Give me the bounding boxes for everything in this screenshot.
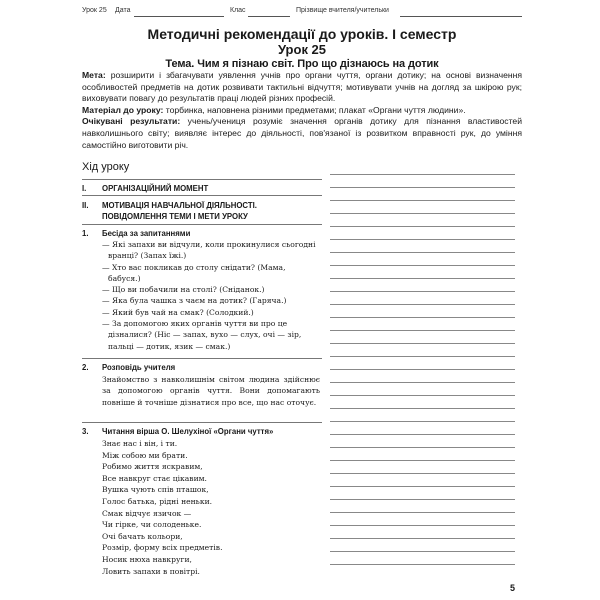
section-divider	[82, 422, 322, 423]
poem-line: Між собою ми брати.	[102, 450, 188, 460]
note-line	[330, 174, 515, 175]
section-1-num: I.	[82, 184, 87, 193]
section-divider	[82, 358, 322, 359]
lesson-meta	[82, 70, 522, 151]
note-line	[330, 395, 515, 396]
subsection-3-num: 3.	[82, 427, 89, 436]
note-line	[330, 252, 515, 253]
note-line	[330, 460, 515, 461]
dialogue-line: — Які запахи ви відчули, коли прокинулися сьогодні вранці? (Запах їжі.)	[102, 240, 316, 261]
material-text: торбинка, наповнена різними предметами; плакат «Органи чуття людини».	[165, 104, 466, 115]
note-line	[330, 421, 515, 422]
note-line	[330, 512, 515, 513]
note-line	[330, 486, 515, 487]
teacher-story: Знайомство з навколишнім світом людина здійснює за допомогою органів чуття. Вони допомагають повніше й точніше дізнатися про все, що нас оточує.	[102, 375, 320, 407]
poem	[102, 438, 222, 577]
poem-line: Знає нас і він, і ти.	[102, 439, 178, 448]
lesson-number: Урок 25	[277, 42, 327, 57]
note-line	[330, 278, 515, 279]
poem-line: Розмір, форму всіх предметів.	[102, 543, 223, 553]
dialogue	[102, 239, 317, 352]
section-2-subtitle: ПОВІДОМЛЕННЯ ТЕМИ І МЕТИ УРОКУ	[102, 212, 248, 221]
subsection-1-num: 1.	[82, 229, 89, 238]
note-line	[330, 213, 515, 214]
note-line	[330, 447, 515, 448]
section-2-num: II.	[82, 201, 89, 210]
class-line	[248, 16, 290, 17]
subsection-3-title: Читання вірша О. Шелухіної «Органи чуття»	[102, 427, 274, 436]
goal-label: Мета:	[82, 70, 106, 80]
dialogue-line: — Який був чай на смак? (Солодкий.)	[102, 307, 254, 317]
lesson-theme: Тема. Чим я пізнаю світ. Про що дізнаюсь на дотик	[165, 58, 439, 70]
page-header	[82, 4, 522, 18]
note-line	[330, 525, 515, 526]
note-line	[330, 473, 515, 474]
dialogue-line: — Хто вас покликав до столу снідати? (Мама, бабуся.)	[102, 262, 286, 283]
goal-text: розширити і збагачувати уявлення учнів про органи чуття, органи дотику; на основі визначення особливостей предметів на дотик розвивати тактильні відчуття; мотивувати учнів на догляд за шкірою рук; виховувати повагу до результатів праці людей різних професій.	[82, 70, 522, 104]
subsection-1-title: Бесіда за запитаннями	[102, 229, 191, 238]
dialogue-line: — Яка була чашка з чаєм на дотик? (Гаряча.)	[102, 296, 287, 306]
note-line	[330, 200, 515, 201]
page-number: 5	[510, 583, 516, 593]
subsection-2-title: Розповідь учителя	[102, 363, 176, 372]
note-line	[330, 382, 515, 383]
course-heading: Хід уроку	[82, 161, 130, 173]
note-line	[330, 291, 515, 292]
poem-line: Очі бачать кольори,	[102, 531, 183, 541]
poem-line: Носик нюха навкруги,	[102, 554, 192, 564]
results-text: учень/учениця розуміє значення органів дотику для пізнання властивостей навколишнього світу; виявляє інтерес до діяльності, пов'язаної із розвитком вправності рук, до уміння самостійно виготовити річ.	[82, 116, 523, 150]
dialogue-line: — За допомогою яких органів чуття ви про це дізналися? (Ніс — запах, вухо — слух, очі — зір, пальці — дотик, язик — смак.)	[102, 319, 302, 351]
section-divider	[82, 224, 322, 225]
poem-line: Все навкруг стає цікавим.	[102, 473, 207, 483]
header-teacher-label: Прізвище вчителя/учительки	[296, 7, 389, 14]
poem-line: Робимо життя яскравим,	[102, 462, 203, 472]
note-line	[330, 356, 515, 357]
note-line	[330, 330, 515, 331]
poem-line: Голос батька, рідні неньки.	[102, 496, 213, 506]
poem-line: Ловить запахи в повітрі.	[102, 566, 200, 576]
note-line	[330, 265, 515, 266]
note-line	[330, 564, 515, 565]
header-date-label: Дата	[115, 7, 131, 14]
header-lesson: Урок 25	[82, 7, 107, 14]
note-line	[330, 434, 515, 435]
subsection-2-num: 2.	[82, 363, 89, 372]
note-line	[330, 304, 515, 305]
note-line	[330, 239, 515, 240]
note-line	[330, 369, 515, 370]
note-line	[330, 187, 515, 188]
note-line	[330, 408, 515, 409]
note-line	[330, 499, 515, 500]
section-divider	[82, 195, 322, 196]
note-line	[330, 226, 515, 227]
meta-material	[82, 105, 522, 117]
section-1-title: ОРГАНІЗАЦІЙНИЙ МОМЕНТ	[102, 184, 209, 193]
header-class-label: Клас	[230, 7, 246, 14]
material-label: Матеріал до уроку:	[82, 104, 164, 115]
date-line	[134, 16, 224, 17]
note-line	[330, 343, 515, 344]
dialogue-line: — Що ви побачили на столі? (Сніданок.)	[102, 285, 265, 295]
meta-results	[82, 116, 522, 151]
meta-goal	[82, 70, 522, 105]
section-2-title: МОТИВАЦІЯ НАВЧАЛЬНОЇ ДІЯЛЬНОСТІ.	[102, 201, 257, 210]
note-line	[330, 538, 515, 539]
teacher-line	[400, 16, 522, 17]
results-label: Очікувані результати:	[82, 116, 181, 127]
poem-line: Смак відчує язичок —	[102, 508, 192, 518]
note-line	[330, 551, 515, 552]
section-divider	[82, 179, 322, 180]
poem-line: Вушка чують спів пташок,	[102, 485, 209, 495]
note-line	[330, 317, 515, 318]
page-title: Методичні рекомендації до уроків. І семестр	[147, 26, 457, 42]
poem-line: Чи гірке, чи солоденьке.	[102, 520, 202, 530]
